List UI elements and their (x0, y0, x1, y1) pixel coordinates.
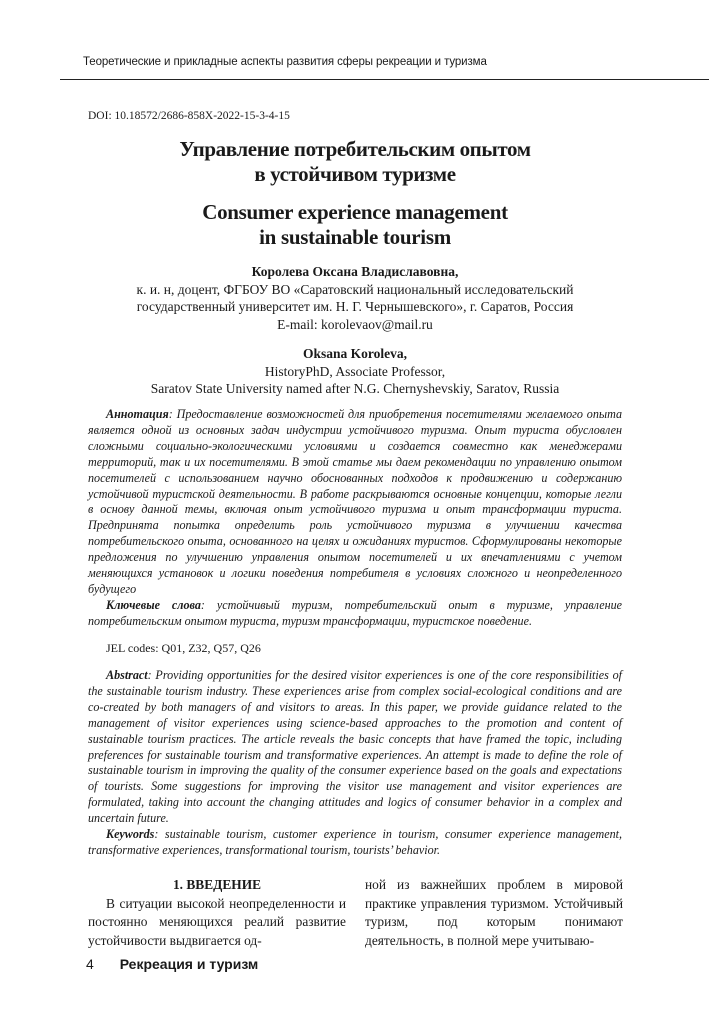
page-number: 4 (86, 956, 94, 972)
journal-name: Рекреация и туризм (119, 956, 259, 972)
title-en-line-2: in sustainable tourism (259, 225, 451, 249)
title-ru-line-1: Управление потребительским опытом (179, 137, 531, 161)
body-column-right (365, 876, 623, 950)
abstract-ru-text: : Предоставление возможностей для приобретения посетителями желаемого опыта является одной из основных задач индустрии устойчивого туризма. Опыт туриста обусловлен сложными социально-экологическими условиями и создается совместно как менеджерами территорий, так и их посетителями. В этой статье мы даем рекомендации по управлению опытом посетителей с использованием научно обоснованных подходов к продвижению и содержанию устойчивой туристской деятельности. В работе раскрываются основные концепции, которые легли в основу данной темы, включая опыт устойчивого туризма и опыт трансформации туриста. Предпринята попытка определить роль устойчивого туризма в улучшении качества потребительского опыта, основанного на целях и ожиданиях туристов. Сформулированы некоторые предложения по улучшению управления опытом посетителей и их впечатлениями с учетом меняющихся установок и логики поведения потребителя в условиях сложного и неопределенного будущего (88, 407, 622, 596)
title-ru-line-2: в устойчивом туризме (254, 162, 456, 186)
keywords-ru-text: : устойчивый туризм, потребительский опыт в туризме, управление потребительским опытом туриста, туризм трансформации, туристское поведение. (88, 597, 622, 628)
jel-codes: JEL codes: Q01, Z32, Q57, Q26 (106, 641, 261, 655)
abstract-en (88, 668, 622, 859)
section-title: 1. ВВЕДЕНИЕ (172, 877, 262, 892)
abstract-ru (88, 407, 622, 630)
author-ru-affiliation-1: к. и. н, доцент, ФГБОУ ВО «Саратовский национальный исследовательский (136, 281, 574, 297)
title-en (60, 200, 650, 250)
keywords-en-text: : sustainable tourism, customer experience in tourism, consumer experience management, transformative experiences, transformational tourism, tourists’ behavior. (88, 827, 622, 857)
doi: DOI: 10.18572/2686-858X-2022-15-3-4-15 (88, 110, 290, 122)
abstract-en-label: Abstract (106, 668, 148, 682)
keywords-ru-label: Ключевые слова (106, 597, 201, 612)
body-text-right: ной из важнейших проблем в мировой практике управления туризмом. Устойчивый туризм, под которым понимают деятельность, в полной мере учитываю- (365, 877, 623, 948)
abstract-en-paragraph (88, 668, 622, 827)
keywords-en-label: Keywords (106, 827, 155, 842)
keywords-ru-paragraph (88, 598, 622, 630)
abstract-ru-paragraph (88, 407, 622, 598)
header-divider (60, 79, 709, 80)
author-en-affiliation: Saratov State University named after N.G. Chernyshevskiy, Saratov, Russia (150, 381, 560, 396)
keywords-en-paragraph (88, 827, 622, 859)
title-ru (60, 137, 650, 187)
running-header: Теоретические и прикладные аспекты развития сферы рекреации и туризма (83, 56, 487, 68)
author-en-name: Oksana Koroleva, (302, 346, 407, 361)
abstract-en-text: : Providing opportunities for the desired visitor experiences is one of the core responsibilities of the sustainable tourism industry. These experiences arise from complex social-ecological conditions and are co-created by both managers of and visitors to areas. In this paper, we provide guidance related to the management of visitor experiences using science-based approaches to the promotion and content of sustainable tourism practices. The article reveals the basic concepts that have framed the topic, including preferences for sustainable tourism and transformative experiences. An attempt is made to define the role of sustainable tourism in improving the quality of the consumer experience based on the goals and expectations of tourists. Some suggestions for improving the visitor use management and visitor experiences are formulated, taking into account the changing attitudes and logics of consumer behavior in a complex and uncertain future. (88, 668, 622, 826)
body-column-left (88, 876, 346, 950)
author-en-position: HistoryPhD, Associate Professor, (264, 363, 446, 379)
page-footer (86, 956, 258, 972)
author-ru-name: Королева Оксана Владиславовна, (251, 264, 459, 279)
author-en (60, 345, 650, 398)
abstract-ru-label: Аннотация (106, 407, 169, 421)
body-text-left: В ситуации высокой неопределенности и постоянно меняющихся реалий развитие устойчивости выдвигается од- (88, 895, 346, 948)
author-ru (60, 263, 650, 333)
author-ru-affiliation-2: государственный университет им. Н. Г. Чернышевского», г. Саратов, Россия (136, 299, 574, 314)
author-ru-email: E-mail: korolevaov@mail.ru (277, 316, 433, 332)
title-en-line-1: Consumer experience management (202, 200, 508, 224)
